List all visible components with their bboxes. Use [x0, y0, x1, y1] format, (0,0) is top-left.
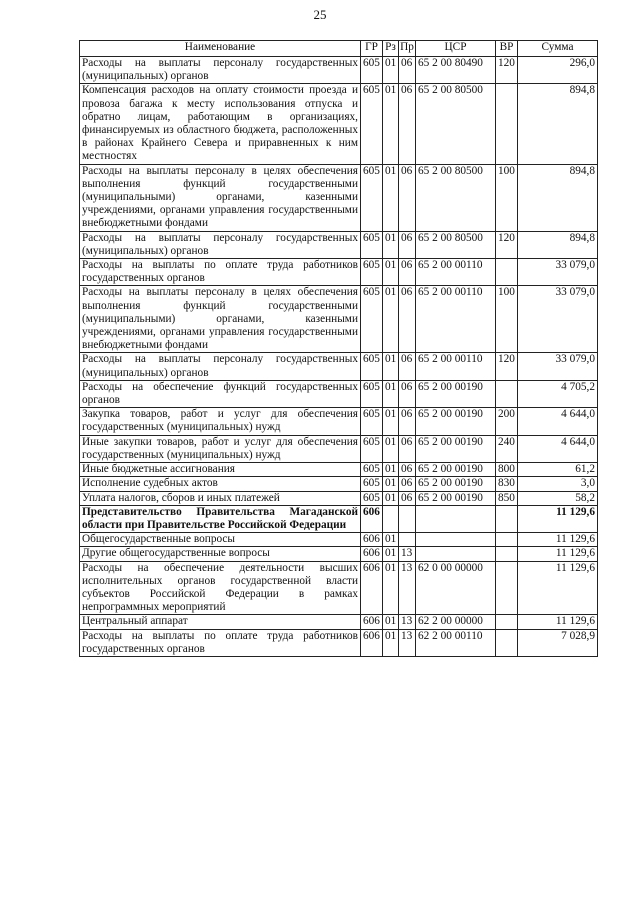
cell-rz: 01 [383, 408, 399, 435]
cell-sum: 11 129,6 [518, 561, 598, 615]
cell-vr [496, 84, 518, 164]
cell-rz: 01 [383, 435, 399, 462]
cell-pr: 06 [399, 286, 416, 353]
cell-gr: 605 [361, 491, 383, 505]
cell-gr: 606 [361, 561, 383, 615]
cell-vr: 830 [496, 477, 518, 491]
cell-rz: 01 [383, 629, 399, 656]
cell-gr: 606 [361, 547, 383, 561]
cell-gr: 606 [361, 533, 383, 547]
cell-gr: 605 [361, 286, 383, 353]
cell-name: Общегосударственные вопросы [80, 533, 361, 547]
cell-csr: 65 2 00 00190 [416, 380, 496, 407]
cell-vr: 100 [496, 164, 518, 231]
column-header-vr: ВР [496, 41, 518, 57]
cell-rz [383, 505, 399, 532]
cell-gr: 605 [361, 57, 383, 84]
column-header-name: Наименование [80, 41, 361, 57]
column-header-rz: Рз [383, 41, 399, 57]
cell-name: Закупка товаров, работ и услуг для обеспечения государственных (муниципальных) нужд [80, 408, 361, 435]
cell-rz: 01 [383, 353, 399, 380]
table-row [80, 57, 598, 84]
cell-csr: 65 2 00 80500 [416, 231, 496, 258]
cell-gr: 605 [361, 380, 383, 407]
table-row [80, 259, 598, 286]
table-body [80, 57, 598, 657]
cell-rz: 01 [383, 491, 399, 505]
cell-name: Расходы на выплаты по оплате труда работников государственных органов [80, 629, 361, 656]
cell-rz: 01 [383, 231, 399, 258]
cell-pr: 06 [399, 435, 416, 462]
cell-rz: 01 [383, 286, 399, 353]
cell-name: Расходы на выплаты по оплате труда работников государственных органов [80, 259, 361, 286]
cell-sum: 296,0 [518, 57, 598, 84]
table-row [80, 533, 598, 547]
cell-vr [496, 533, 518, 547]
cell-pr: 13 [399, 615, 416, 629]
table-row [80, 615, 598, 629]
table-row [80, 463, 598, 477]
cell-rz: 01 [383, 615, 399, 629]
cell-sum: 7 028,9 [518, 629, 598, 656]
table-row [80, 231, 598, 258]
cell-name: Расходы на выплаты персоналу в целях обеспечения выполнения функций государственными (муниципальными) органами, казенными учреждениями, органами управления государственными внебюджетными фондами [80, 164, 361, 231]
cell-pr: 06 [399, 84, 416, 164]
cell-sum: 4 644,0 [518, 435, 598, 462]
cell-sum: 11 129,6 [518, 547, 598, 561]
cell-sum: 894,8 [518, 231, 598, 258]
table-row [80, 353, 598, 380]
cell-pr: 13 [399, 561, 416, 615]
cell-name: Представительство Правительства Магаданской области при Правительстве Российской Федерации [80, 505, 361, 532]
cell-gr: 605 [361, 463, 383, 477]
cell-csr: 65 2 00 00190 [416, 477, 496, 491]
table-row [80, 629, 598, 656]
cell-rz: 01 [383, 380, 399, 407]
cell-sum: 11 129,6 [518, 533, 598, 547]
cell-pr [399, 533, 416, 547]
cell-csr [416, 533, 496, 547]
table-row [80, 380, 598, 407]
cell-pr: 06 [399, 477, 416, 491]
cell-rz: 01 [383, 259, 399, 286]
cell-pr: 13 [399, 547, 416, 561]
cell-csr: 65 2 00 80500 [416, 84, 496, 164]
cell-name: Центральный аппарат [80, 615, 361, 629]
cell-name: Иные бюджетные ассигнования [80, 463, 361, 477]
cell-sum: 33 079,0 [518, 353, 598, 380]
cell-name: Расходы на выплаты персоналу государственных (муниципальных) органов [80, 57, 361, 84]
cell-csr: 65 2 00 00190 [416, 463, 496, 477]
cell-vr: 120 [496, 231, 518, 258]
cell-sum: 11 129,6 [518, 505, 598, 532]
cell-rz: 01 [383, 84, 399, 164]
cell-rz: 01 [383, 164, 399, 231]
cell-name: Расходы на выплаты персоналу государственных (муниципальных) органов [80, 231, 361, 258]
cell-rz: 01 [383, 561, 399, 615]
cell-vr [496, 380, 518, 407]
cell-gr: 605 [361, 84, 383, 164]
cell-vr [496, 547, 518, 561]
cell-pr [399, 505, 416, 532]
cell-name: Другие общегосударственные вопросы [80, 547, 361, 561]
cell-vr [496, 505, 518, 532]
table-row [80, 435, 598, 462]
table-row [80, 505, 598, 532]
cell-rz: 01 [383, 533, 399, 547]
cell-rz: 01 [383, 463, 399, 477]
cell-gr: 606 [361, 505, 383, 532]
table-row [80, 84, 598, 164]
cell-rz: 01 [383, 57, 399, 84]
cell-sum: 33 079,0 [518, 286, 598, 353]
cell-gr: 606 [361, 615, 383, 629]
cell-csr: 65 2 00 00110 [416, 259, 496, 286]
cell-sum: 894,8 [518, 84, 598, 164]
cell-csr [416, 547, 496, 561]
cell-pr: 06 [399, 231, 416, 258]
cell-csr: 62 2 00 00000 [416, 615, 496, 629]
cell-sum: 58,2 [518, 491, 598, 505]
cell-pr: 06 [399, 491, 416, 505]
cell-pr: 06 [399, 259, 416, 286]
cell-gr: 605 [361, 231, 383, 258]
cell-gr: 605 [361, 408, 383, 435]
cell-name: Расходы на обеспечение деятельности высших исполнительных органов государственной власти субъектов Российской Федерации в рамках непрограммных мероприятий [80, 561, 361, 615]
cell-csr: 62 0 00 00000 [416, 561, 496, 615]
cell-gr: 605 [361, 259, 383, 286]
cell-pr: 06 [399, 57, 416, 84]
cell-sum: 61,2 [518, 463, 598, 477]
cell-vr: 850 [496, 491, 518, 505]
cell-pr: 06 [399, 353, 416, 380]
cell-vr [496, 259, 518, 286]
cell-name: Иные закупки товаров, работ и услуг для обеспечения государственных (муниципальных) нужд [80, 435, 361, 462]
table-row [80, 477, 598, 491]
cell-csr: 65 2 00 00190 [416, 408, 496, 435]
cell-csr: 65 2 00 00190 [416, 491, 496, 505]
cell-pr: 06 [399, 463, 416, 477]
column-header-csr: ЦСР [416, 41, 496, 57]
cell-vr: 120 [496, 353, 518, 380]
cell-csr: 65 2 00 80500 [416, 164, 496, 231]
cell-vr: 100 [496, 286, 518, 353]
column-header-gr: ГР [361, 41, 383, 57]
cell-csr: 62 2 00 00110 [416, 629, 496, 656]
cell-vr: 240 [496, 435, 518, 462]
cell-gr: 605 [361, 435, 383, 462]
table-header-row [80, 41, 598, 57]
cell-name: Расходы на выплаты персоналу в целях обеспечения выполнения функций государственными (муниципальными) органами, казенными учреждениями, органами управления государственными внебюджетными фондами [80, 286, 361, 353]
cell-name: Расходы на обеспечение функций государственных органов [80, 380, 361, 407]
cell-pr: 06 [399, 164, 416, 231]
cell-vr: 120 [496, 57, 518, 84]
cell-name: Расходы на выплаты персоналу государственных (муниципальных) органов [80, 353, 361, 380]
budget-table [79, 40, 598, 657]
cell-sum: 11 129,6 [518, 615, 598, 629]
cell-csr: 65 2 00 80490 [416, 57, 496, 84]
cell-rz: 01 [383, 477, 399, 491]
cell-csr: 65 2 00 00110 [416, 286, 496, 353]
cell-sum: 33 079,0 [518, 259, 598, 286]
cell-csr: 65 2 00 00110 [416, 353, 496, 380]
cell-sum: 4 705,2 [518, 380, 598, 407]
cell-gr: 606 [361, 629, 383, 656]
table-row [80, 547, 598, 561]
cell-gr: 605 [361, 353, 383, 380]
cell-vr [496, 615, 518, 629]
cell-gr: 605 [361, 477, 383, 491]
cell-sum: 894,8 [518, 164, 598, 231]
cell-sum: 4 644,0 [518, 408, 598, 435]
cell-pr: 06 [399, 408, 416, 435]
cell-vr [496, 629, 518, 656]
cell-rz: 01 [383, 547, 399, 561]
cell-gr: 605 [361, 164, 383, 231]
cell-pr: 06 [399, 380, 416, 407]
cell-sum: 3,0 [518, 477, 598, 491]
cell-vr: 200 [496, 408, 518, 435]
cell-vr [496, 561, 518, 615]
table-row [80, 164, 598, 231]
column-header-pr: Пр [399, 41, 416, 57]
table-row [80, 561, 598, 615]
table-row [80, 286, 598, 353]
cell-name: Компенсация расходов на оплату стоимости проезда и провоза багажа к месту использования отпуска и обратно лицам, работающим в организациях, финансируемых из областного бюджета, расположенных в районах Крайнего Севера и приравненных к ним местностях [80, 84, 361, 164]
page-number: 25 [313, 7, 327, 22]
column-header-sum: Сумма [518, 41, 598, 57]
cell-name: Уплата налогов, сборов и иных платежей [80, 491, 361, 505]
cell-name: Исполнение судебных актов [80, 477, 361, 491]
cell-vr: 800 [496, 463, 518, 477]
cell-csr: 65 2 00 00190 [416, 435, 496, 462]
table-row [80, 491, 598, 505]
cell-csr [416, 505, 496, 532]
table-row [80, 408, 598, 435]
cell-pr: 13 [399, 629, 416, 656]
